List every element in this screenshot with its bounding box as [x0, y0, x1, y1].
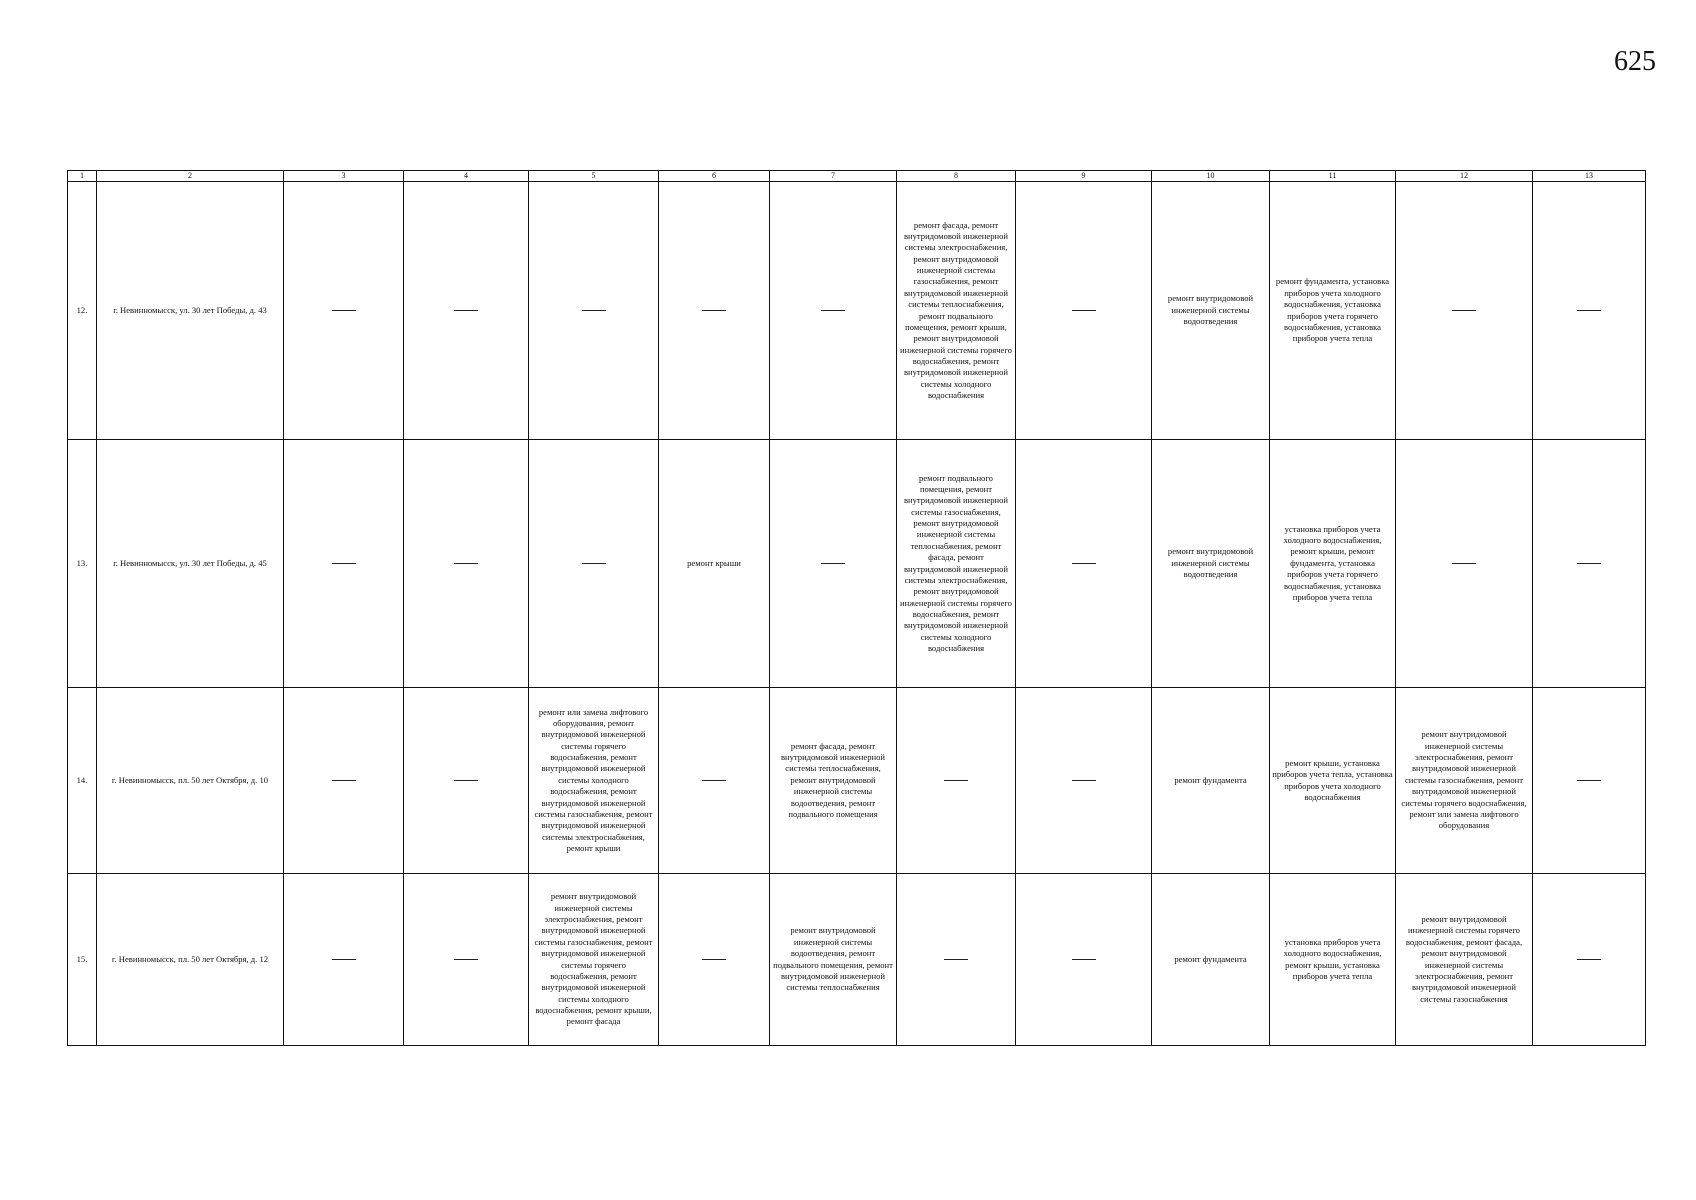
dash-mark [454, 959, 478, 960]
dash-mark [454, 310, 478, 311]
dash-mark [332, 310, 356, 311]
work-cell-col-8: ремонт фасада, ремонт внутридомовой инженерной системы электроснабжения, ремонт внутридомовой инженерной системы газоснабжения, ремонт внутридомовой инженерной системы теплоснабжения, ремонт подвального помещения, ремонт крыши, ремонт внутридомовой инженерной системы горячего водоснабжения, ремонт внутридомовой инженерной системы холодного водоснабжения [897, 182, 1016, 440]
column-number-10: 10 [1152, 171, 1270, 182]
address-cell: г. Невинномысск, ул. 30 лет Победы, д. 43 [97, 182, 284, 440]
dash-mark [332, 959, 356, 960]
work-cell-col-13 [1533, 874, 1646, 1046]
work-cell-col-6: ремонт крыши [659, 440, 770, 688]
dash-mark [582, 563, 606, 564]
dash-mark [1577, 310, 1601, 311]
column-number-6: 6 [659, 171, 770, 182]
work-cell-col-3 [284, 874, 404, 1046]
column-number-row [68, 171, 1646, 182]
column-number-8: 8 [897, 171, 1016, 182]
work-cell-col-11: ремонт фундамента, установка приборов учета холодного водоснабжения, установка приборов учета горячего водоснабжения, установка приборов учета тепла [1270, 182, 1396, 440]
dash-mark [1072, 780, 1096, 781]
dash-mark [454, 780, 478, 781]
table-body [68, 171, 1646, 1046]
dash-mark [1577, 780, 1601, 781]
table-row [68, 688, 1646, 874]
work-cell-col-12: ремонт внутридомовой инженерной системы электроснабжения, ремонт внутридомовой инженерной системы газоснабжения, ремонт внутридомовой инженерной системы горячего водоснабжения, ремонт или замена лифтового оборудования [1396, 688, 1533, 874]
dash-mark [1072, 310, 1096, 311]
work-cell-col-5 [529, 440, 659, 688]
dash-mark [1577, 563, 1601, 564]
address-cell: г. Невинномысск, пл. 50 лет Октября, д. 10 [97, 688, 284, 874]
dash-mark [332, 780, 356, 781]
work-cell-col-13 [1533, 688, 1646, 874]
work-cell-col-5 [529, 182, 659, 440]
dash-mark [582, 310, 606, 311]
work-cell-col-7 [770, 182, 897, 440]
row-number: 13. [68, 440, 97, 688]
work-cell-col-8: ремонт подвального помещения, ремонт внутридомовой инженерной системы газоснабжения, ремонт внутридомовой инженерной системы теплоснабжения, ремонт фасада, ремонт внутридомовой инженерной системы электроснабжения, ремонт внутридомовой инженерной системы горячего водоснабжения, ремонт внутридомовой инженерной системы холодного водоснабжения [897, 440, 1016, 688]
column-number-5: 5 [529, 171, 659, 182]
work-cell-col-7: ремонт внутридомовой инженерной системы водоотведения, ремонт подвального помещения, ремонт внутридомовой инженерной системы теплоснабжения [770, 874, 897, 1046]
column-number-2: 2 [97, 171, 284, 182]
dash-mark [1452, 310, 1476, 311]
table-row [68, 874, 1646, 1046]
work-cell-col-6 [659, 688, 770, 874]
work-cell-col-4 [404, 182, 529, 440]
work-cell-col-4 [404, 440, 529, 688]
work-cell-col-10: ремонт внутридомовой инженерной системы водоотведения [1152, 182, 1270, 440]
column-number-7: 7 [770, 171, 897, 182]
work-cell-col-12 [1396, 182, 1533, 440]
work-cell-col-13 [1533, 182, 1646, 440]
dash-mark [821, 310, 845, 311]
table-row [68, 440, 1646, 688]
work-cell-col-8 [897, 874, 1016, 1046]
dash-mark [1452, 563, 1476, 564]
page-number: 625 [1614, 46, 1656, 77]
dash-mark [702, 780, 726, 781]
dash-mark [702, 310, 726, 311]
dash-mark [702, 959, 726, 960]
dash-mark [821, 563, 845, 564]
dash-mark [1072, 959, 1096, 960]
work-cell-col-9 [1016, 874, 1152, 1046]
dash-mark [1072, 563, 1096, 564]
column-number-11: 11 [1270, 171, 1396, 182]
dash-mark [454, 563, 478, 564]
work-cell-col-8 [897, 688, 1016, 874]
dash-mark [332, 563, 356, 564]
work-cell-col-3 [284, 688, 404, 874]
work-cell-col-7 [770, 440, 897, 688]
row-number: 14. [68, 688, 97, 874]
address-cell: г. Невинномысск, пл. 50 лет Октября, д. 12 [97, 874, 284, 1046]
row-number: 12. [68, 182, 97, 440]
work-cell-col-4 [404, 874, 529, 1046]
work-cell-col-10: ремонт фундамента [1152, 688, 1270, 874]
column-number-1: 1 [68, 171, 97, 182]
work-cell-col-10: ремонт фундамента [1152, 874, 1270, 1046]
table-row [68, 182, 1646, 440]
dash-mark [1577, 959, 1601, 960]
work-cell-col-6 [659, 874, 770, 1046]
work-cell-col-10: ремонт внутридомовой инженерной системы водоотведения [1152, 440, 1270, 688]
address-cell: г. Невинномысск, ул. 30 лет Победы, д. 45 [97, 440, 284, 688]
column-number-9: 9 [1016, 171, 1152, 182]
work-cell-col-7: ремонт фасада, ремонт внутридомовой инженерной системы теплоснабжения, ремонт внутридомовой инженерной системы водоотведения, ремонт подвального помещения [770, 688, 897, 874]
work-cell-col-13 [1533, 440, 1646, 688]
work-cell-col-12 [1396, 440, 1533, 688]
column-number-12: 12 [1396, 171, 1533, 182]
dash-mark [944, 959, 968, 960]
work-cell-col-12: ремонт внутридомовой инженерной системы горячего водоснабжения, ремонт фасада, ремонт внутридомовой инженерной системы электроснабжения, ремонт внутридомовой инженерной системы газоснабжения [1396, 874, 1533, 1046]
work-cell-col-9 [1016, 440, 1152, 688]
work-cell-col-9 [1016, 182, 1152, 440]
work-cell-col-11: установка приборов учета холодного водоснабжения, ремонт крыши, установка приборов учета тепла [1270, 874, 1396, 1046]
column-number-3: 3 [284, 171, 404, 182]
dash-mark [944, 780, 968, 781]
work-cell-col-11: установка приборов учета холодного водоснабжения, ремонт крыши, ремонт фундамента, установка приборов учета горячего водоснабжения, установка приборов учета тепла [1270, 440, 1396, 688]
work-cell-col-5: ремонт внутридомовой инженерной системы электроснабжения, ремонт внутридомовой инженерной системы газоснабжения, ремонт внутридомовой инженерной системы горячего водоснабжения, ремонт внутридомовой инженерной системы холодного водоснабжения, ремонт крыши, ремонт фасада [529, 874, 659, 1046]
row-number: 15. [68, 874, 97, 1046]
work-cell-col-6 [659, 182, 770, 440]
column-number-13: 13 [1533, 171, 1646, 182]
work-cell-col-5: ремонт или замена лифтового оборудования, ремонт внутридомовой инженерной системы горячего водоснабжения, ремонт внутридомовой инженерной системы холодного водоснабжения, ремонт внутридомовой инженерной системы газоснабжения, ремонт внутридомовой инженерной системы электроснабжения, ремонт крыши [529, 688, 659, 874]
repair-schedule-table [67, 170, 1646, 1046]
work-cell-col-11: ремонт крыши, установка приборов учета тепла, установка приборов учета холодного водоснабжения [1270, 688, 1396, 874]
work-cell-col-3 [284, 440, 404, 688]
work-cell-col-3 [284, 182, 404, 440]
work-cell-col-9 [1016, 688, 1152, 874]
work-cell-col-4 [404, 688, 529, 874]
column-number-4: 4 [404, 171, 529, 182]
